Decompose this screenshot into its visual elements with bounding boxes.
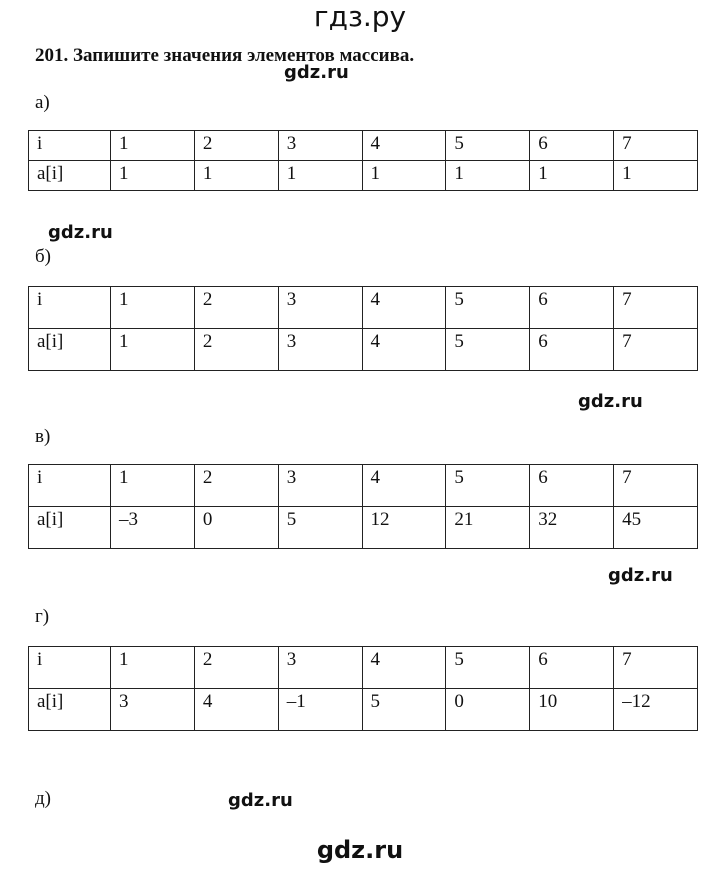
index-header-cell: i (29, 647, 111, 689)
index-cell: 2 (194, 131, 278, 161)
section-label-v: в) (35, 426, 51, 447)
index-cell: 7 (614, 131, 698, 161)
value-header-cell: a[i] (29, 507, 111, 549)
value-row (29, 507, 698, 549)
value-cell: 1 (111, 161, 195, 191)
value-cell: 4 (362, 329, 446, 371)
index-header-cell: i (29, 465, 111, 507)
index-cell: 6 (530, 647, 614, 689)
index-row (29, 131, 698, 161)
value-cell: 1 (446, 161, 530, 191)
value-cell: 10 (530, 689, 614, 731)
watermark: gdz.ru (284, 62, 349, 83)
index-cell: 7 (614, 287, 698, 329)
footer-watermark: gdz.ru (316, 836, 404, 864)
index-header-cell: i (29, 287, 111, 329)
index-header-cell: i (29, 131, 111, 161)
watermark: gdz.ru (578, 391, 643, 412)
value-header-cell: a[i] (29, 161, 111, 191)
watermark: gdz.ru (608, 565, 673, 586)
value-header-cell: a[i] (29, 689, 111, 731)
index-cell: 6 (530, 131, 614, 161)
index-cell: 5 (446, 647, 530, 689)
value-cell: 3 (111, 689, 195, 731)
index-cell: 2 (194, 465, 278, 507)
value-cell: –1 (278, 689, 362, 731)
array-table-b (28, 286, 698, 371)
index-cell: 4 (362, 647, 446, 689)
index-cell: 3 (278, 287, 362, 329)
index-cell: 3 (278, 131, 362, 161)
index-cell: 2 (194, 287, 278, 329)
value-cell: 32 (530, 507, 614, 549)
array-table-g (28, 646, 698, 731)
value-cell: 12 (362, 507, 446, 549)
value-cell: 0 (446, 689, 530, 731)
section-label-b: б) (35, 246, 51, 267)
index-cell: 4 (362, 131, 446, 161)
value-cell: 5 (446, 329, 530, 371)
value-row (29, 161, 698, 191)
value-cell: 6 (530, 329, 614, 371)
index-cell: 3 (278, 465, 362, 507)
value-cell: 45 (614, 507, 698, 549)
value-row (29, 329, 698, 371)
value-cell: 1 (194, 161, 278, 191)
array-table-v (28, 464, 698, 549)
value-cell: 1 (111, 329, 195, 371)
value-cell: 1 (530, 161, 614, 191)
value-header-cell: a[i] (29, 329, 111, 371)
header-watermark: гдз.ру (313, 0, 407, 33)
index-cell: 2 (194, 647, 278, 689)
section-label-a: а) (35, 92, 50, 113)
section-label-g: г) (35, 606, 50, 627)
value-cell: 1 (278, 161, 362, 191)
index-row (29, 647, 698, 689)
array-table-a (28, 130, 698, 191)
page-title: 201. Запишите значения элементов массива. (35, 45, 415, 66)
index-row (29, 287, 698, 329)
index-cell: 1 (111, 647, 195, 689)
index-cell: 1 (111, 465, 195, 507)
index-cell: 5 (446, 465, 530, 507)
index-row (29, 465, 698, 507)
index-cell: 6 (530, 287, 614, 329)
index-cell: 5 (446, 287, 530, 329)
watermark: gdz.ru (48, 222, 113, 243)
value-cell: 1 (614, 161, 698, 191)
index-cell: 4 (362, 465, 446, 507)
value-cell: 5 (362, 689, 446, 731)
index-cell: 1 (111, 131, 195, 161)
value-cell: 21 (446, 507, 530, 549)
watermark: gdz.ru (228, 790, 293, 811)
section-label-d: д) (35, 788, 51, 809)
value-cell: –12 (614, 689, 698, 731)
value-cell: 7 (614, 329, 698, 371)
index-cell: 4 (362, 287, 446, 329)
value-row (29, 689, 698, 731)
value-cell: 3 (278, 329, 362, 371)
index-cell: 7 (614, 647, 698, 689)
value-cell: 1 (362, 161, 446, 191)
value-cell: –3 (111, 507, 195, 549)
index-cell: 1 (111, 287, 195, 329)
index-cell: 7 (614, 465, 698, 507)
value-cell: 2 (194, 329, 278, 371)
value-cell: 0 (194, 507, 278, 549)
index-cell: 5 (446, 131, 530, 161)
index-cell: 3 (278, 647, 362, 689)
index-cell: 6 (530, 465, 614, 507)
value-cell: 4 (194, 689, 278, 731)
value-cell: 5 (278, 507, 362, 549)
